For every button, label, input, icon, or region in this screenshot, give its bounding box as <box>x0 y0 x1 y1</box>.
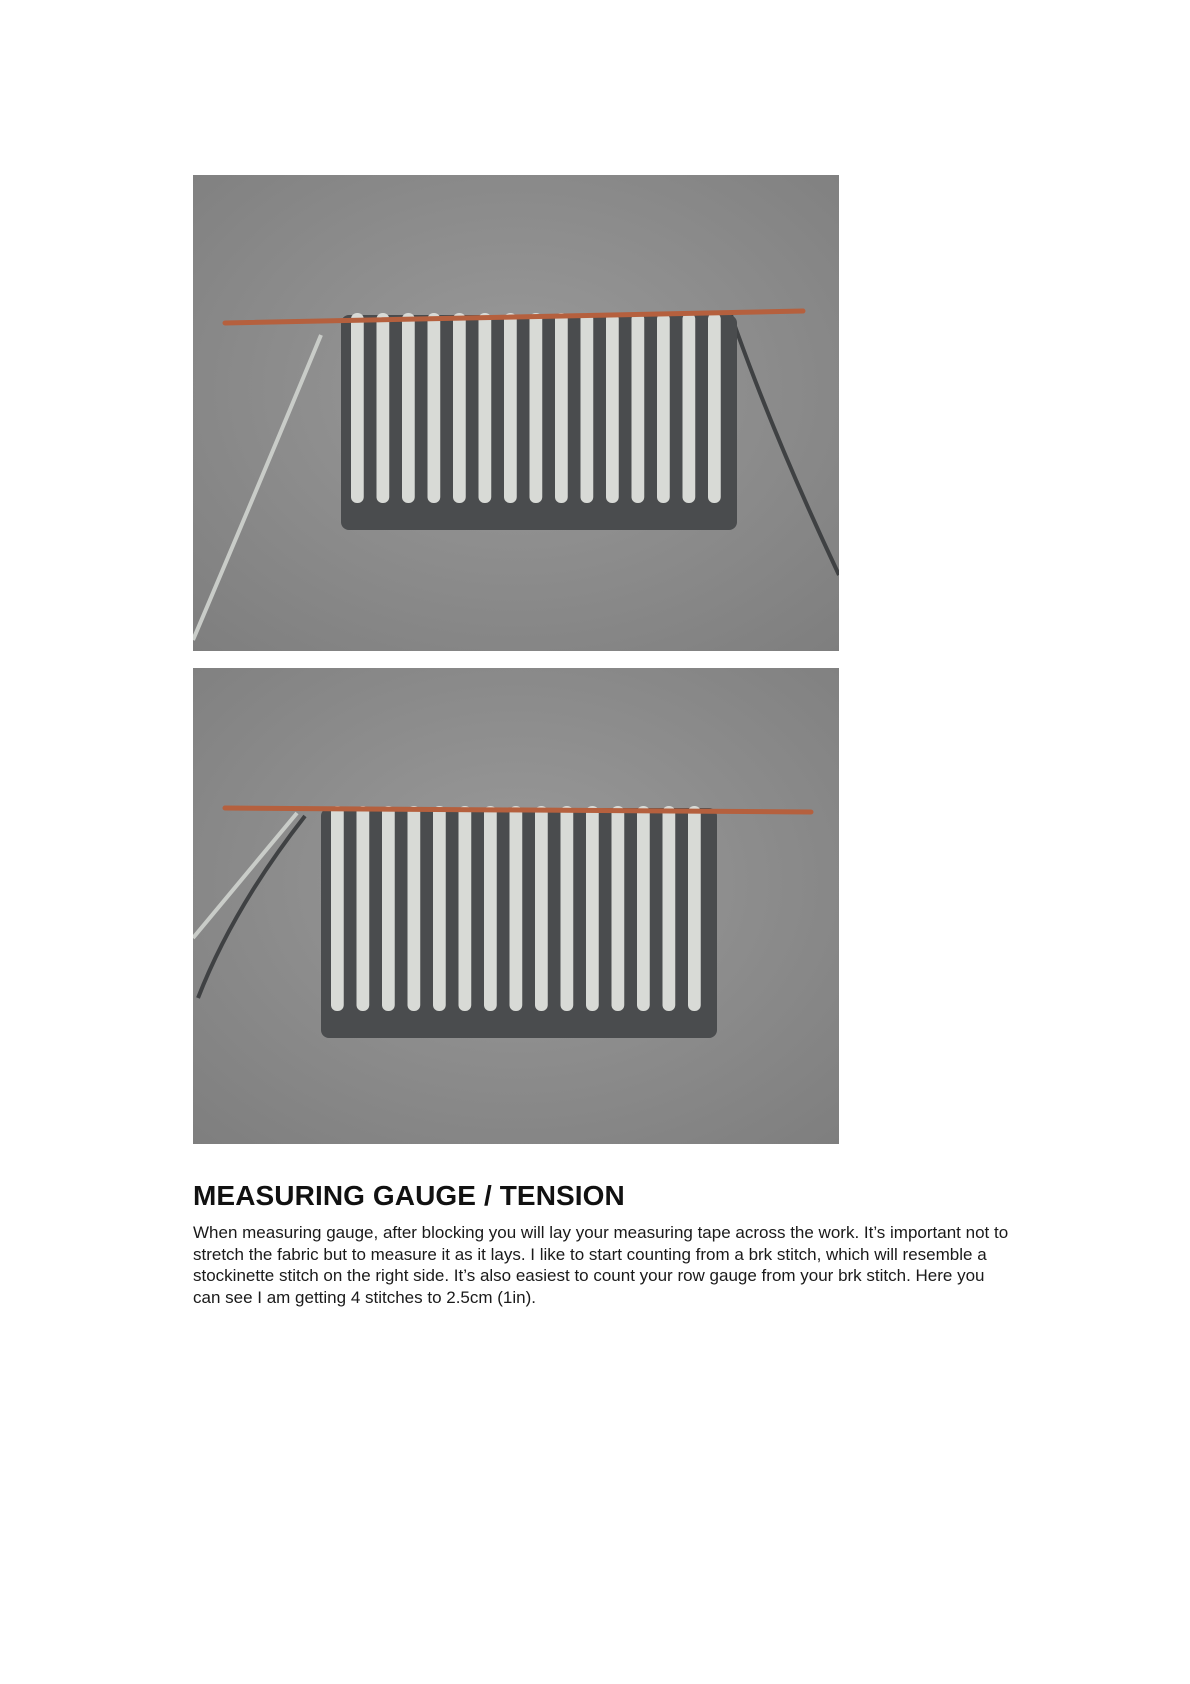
light-rib <box>581 313 594 503</box>
light-rib <box>561 806 574 1011</box>
light-rib <box>408 806 421 1011</box>
swatch-photo-1-drawing <box>193 175 839 651</box>
light-rib <box>331 806 344 1011</box>
light-rib <box>433 806 446 1011</box>
section-body-text: When measuring gauge, after blocking you will lay your measuring tape across the work. It’s important not to stretch the fabric but to measure it as it lays. I like to start counting from a brk stitch, which will resemble a stockinette stitch on the right side. It’s also easiest to count your row gauge from your brk stitch. Here you can see I am getting 4 stitches to 2.5cm (1in). <box>193 1223 1009 1307</box>
light-rib <box>530 313 543 503</box>
light-rib <box>632 313 645 503</box>
light-rib <box>357 806 370 1011</box>
light-rib <box>510 806 523 1011</box>
light-rib <box>612 806 625 1011</box>
light-rib <box>459 806 472 1011</box>
light-rib <box>688 806 701 1011</box>
light-rib <box>504 313 517 503</box>
light-rib <box>606 313 619 503</box>
light-rib <box>479 313 492 503</box>
light-rib <box>402 313 415 503</box>
light-rib <box>683 313 696 503</box>
light-rib <box>555 313 568 503</box>
light-rib <box>484 806 497 1011</box>
light-rib <box>535 806 548 1011</box>
section-heading: MEASURING GAUGE / TENSION <box>193 1180 625 1211</box>
knitting-swatch-photo-1 <box>193 175 839 651</box>
light-rib <box>708 313 721 503</box>
light-rib <box>586 806 599 1011</box>
light-ribs <box>331 806 701 1011</box>
light-rib <box>428 313 441 503</box>
light-rib <box>663 806 676 1011</box>
swatch-photo-2-drawing <box>193 668 839 1144</box>
light-rib <box>453 313 466 503</box>
knitting-swatch-photo-2 <box>193 668 839 1144</box>
light-rib <box>657 313 670 503</box>
light-rib <box>377 313 390 503</box>
light-ribs <box>351 313 721 503</box>
light-rib <box>382 806 395 1011</box>
light-rib <box>637 806 650 1011</box>
light-rib <box>351 313 364 503</box>
